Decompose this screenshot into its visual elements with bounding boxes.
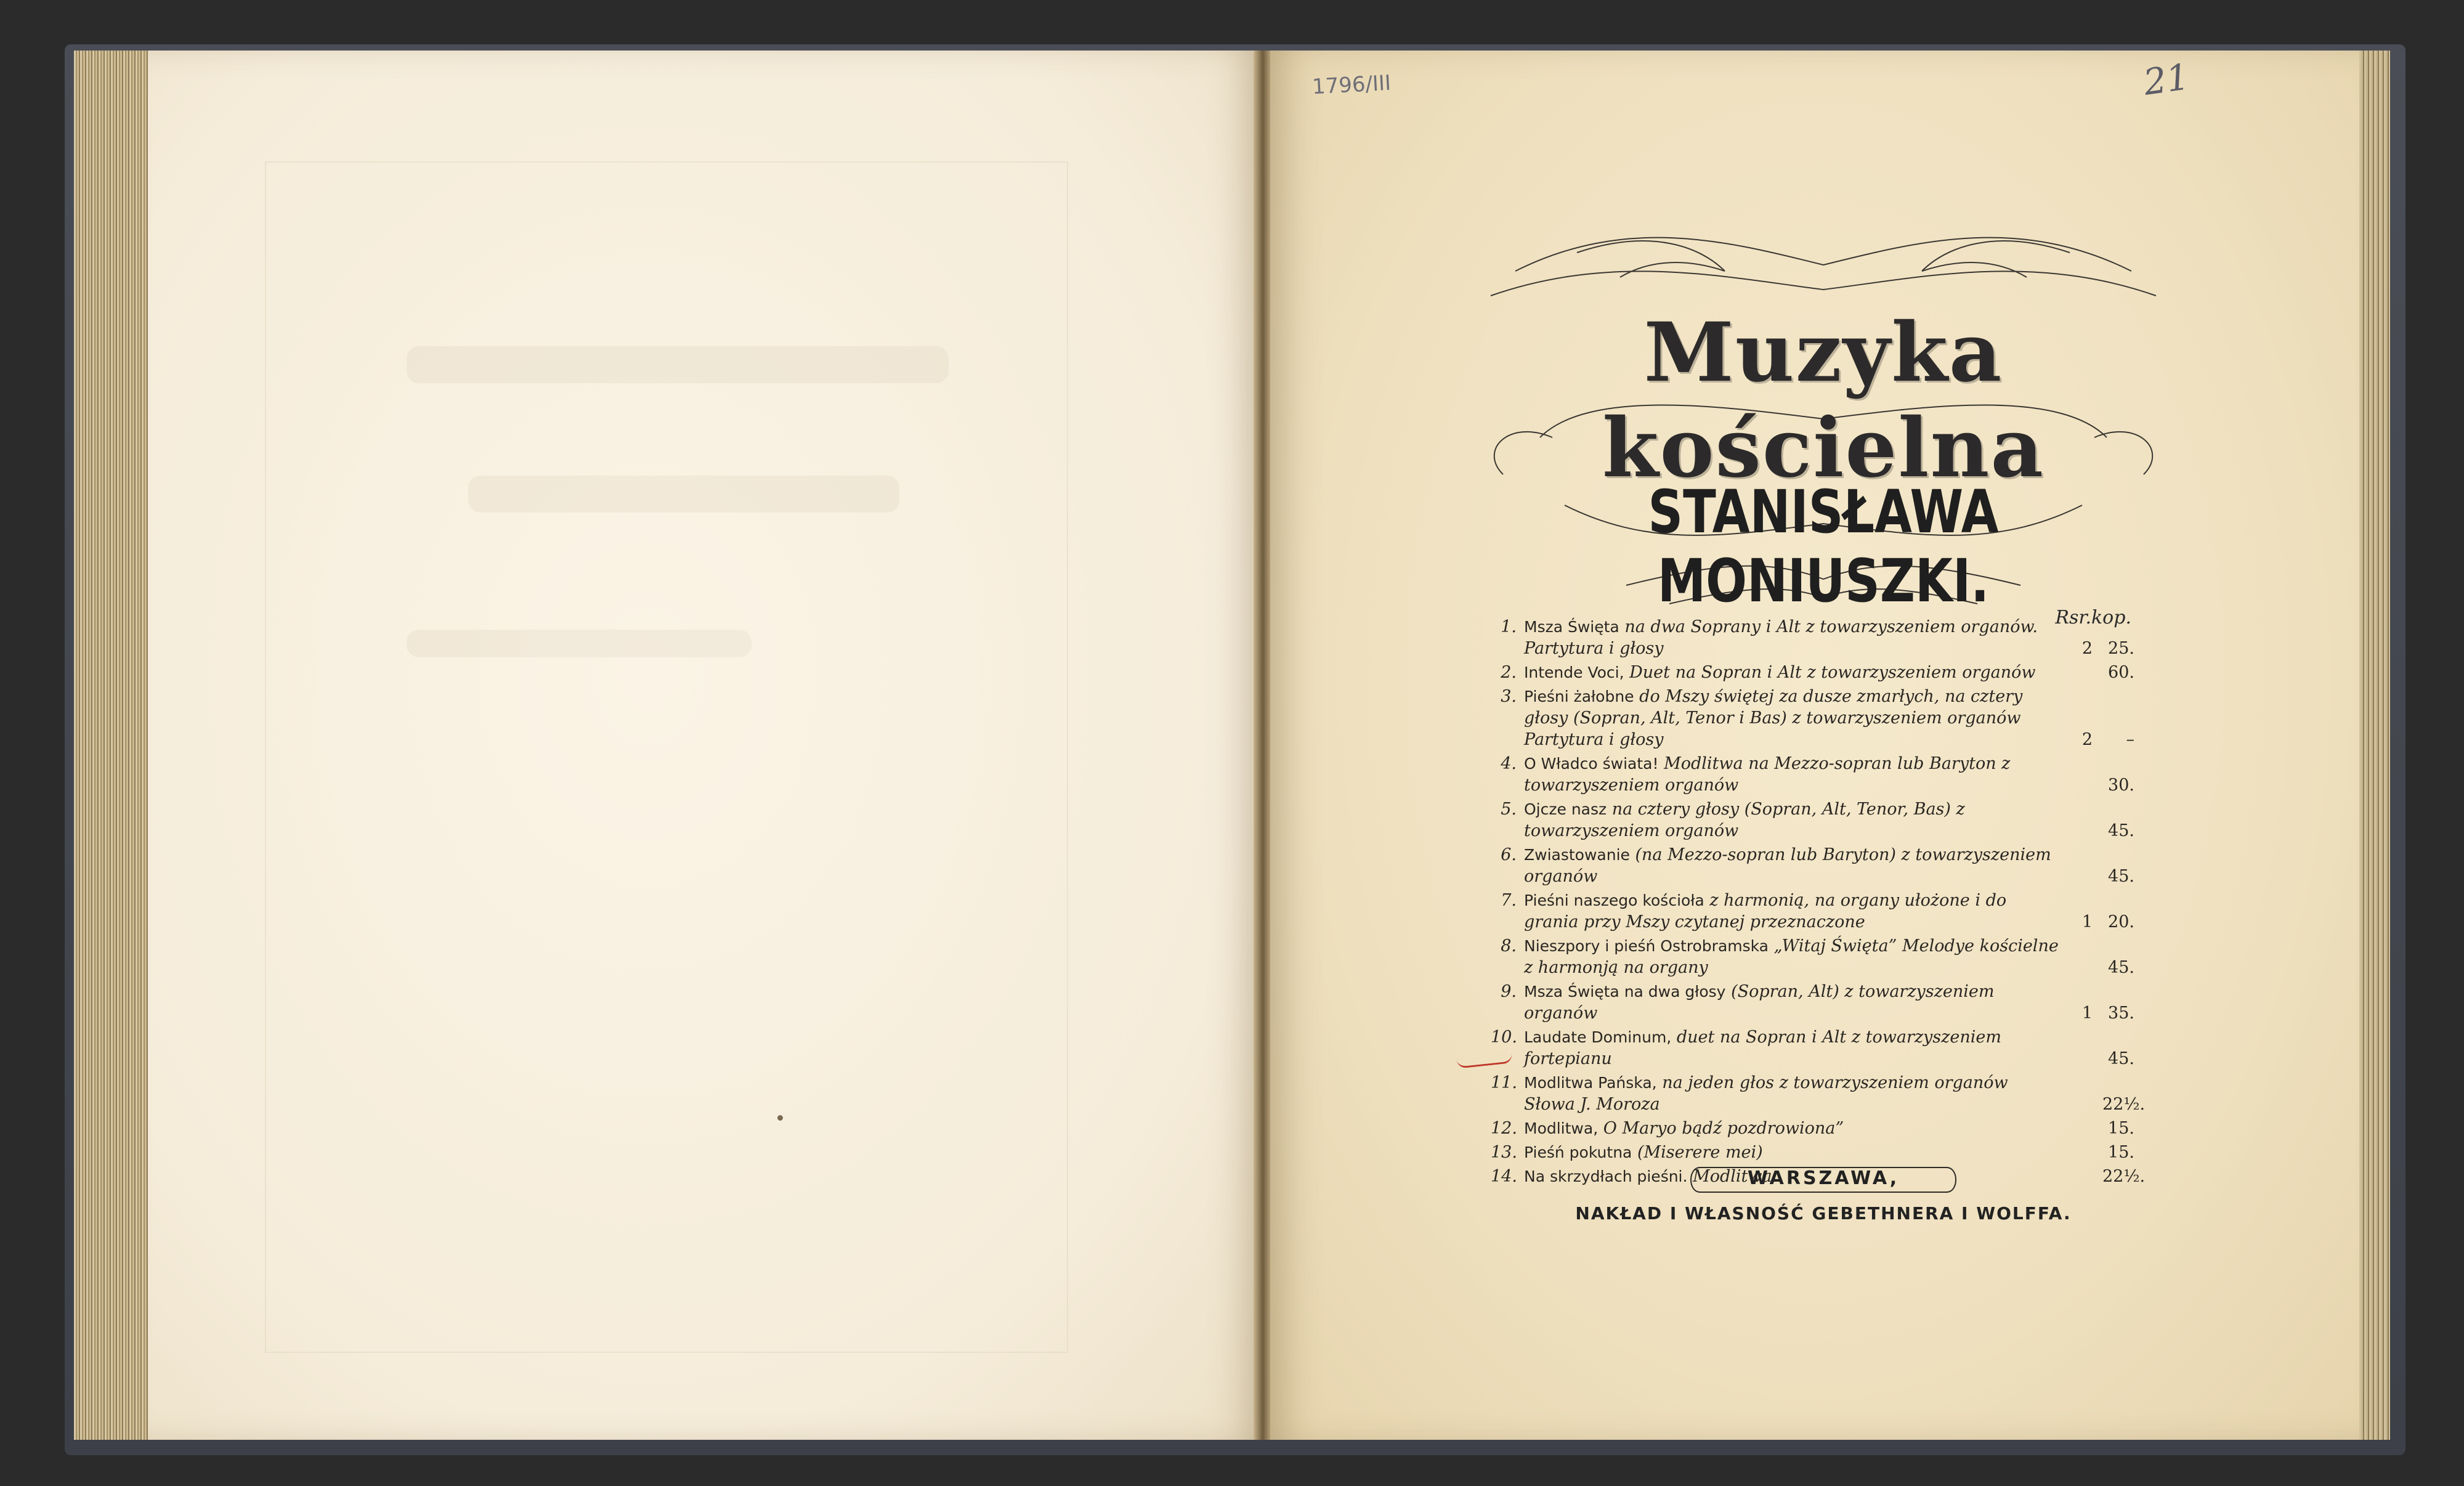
entry-price: [2061, 1002, 2134, 1024]
entry-title: Pieśń pokutna: [1524, 1143, 1632, 1161]
entry-description: Modlitwa: [1693, 1167, 1772, 1186]
entry-description: (Sopran, Alt) z towarzyszeniem organów: [1524, 982, 1995, 1023]
list-item: [1491, 1118, 2134, 1139]
list-item: [1491, 798, 2134, 842]
entry-number: 13.: [1491, 1143, 1517, 1162]
left-page: [148, 51, 1260, 1440]
entry-description: O Maryo bądź pozdrowiona”: [1603, 1119, 1844, 1138]
list-item: [1491, 1142, 2134, 1163]
entry-title: Ojcze nasz: [1524, 800, 1607, 818]
entry-text: [1524, 1026, 2061, 1070]
entry-kopecks: 35.: [2108, 1004, 2134, 1023]
entry-rubles: [2061, 820, 2093, 842]
list-item: [1491, 844, 2134, 887]
list-item: [1491, 753, 2134, 796]
entry-description: do Mszy świętej za dusze zmarłych, na cztery głosy (Sopran, Alt, Tenor i Bas) z towarzyszeniem organów Partytura i głosy: [1524, 687, 2023, 749]
entry-kopecks: 22½.: [2102, 1167, 2146, 1186]
entry-rubles: [2061, 1118, 2093, 1139]
entry-rubles: [2061, 866, 2093, 887]
list-item: [1491, 686, 2134, 750]
entry-kopecks: 25.: [2108, 639, 2134, 658]
entry-title: Modlitwa Pańska,: [1524, 1074, 1657, 1092]
entry-rubles: [2061, 957, 2093, 978]
entry-rubles: [2061, 1166, 2093, 1187]
entry-description: Modlitwa na Mezzo-sopran lub Baryton z towarzyszeniem organów: [1524, 754, 2011, 795]
entry-description: (na Mezzo-sopran lub Baryton) z towarzyszeniem organów: [1524, 845, 2051, 886]
composer-name: STANISŁAWA MONIUSZKI.: [1648, 477, 1999, 615]
entry-text: [1524, 1142, 2061, 1163]
entry-text: [1524, 686, 2061, 750]
entry-description: z harmonią, na organy ułożone i do grania przy Mszy czytanej przeznaczone: [1524, 891, 2007, 932]
entry-rubles: 1: [2081, 912, 2093, 932]
entry-title: Zwiastowanie: [1524, 846, 1630, 864]
entry-price: [2061, 729, 2134, 750]
entry-text: [1524, 1118, 2061, 1139]
entry-rubles: [2061, 662, 2093, 683]
entry-text: [1524, 935, 2061, 978]
entry-price: [2061, 957, 2134, 978]
entry-number: 3.: [1501, 687, 1517, 706]
entry-price: [2061, 662, 2134, 683]
list-item: [1491, 1072, 2146, 1115]
entry-price: [2061, 774, 2134, 796]
entry-rubles: [2061, 1048, 2093, 1070]
entry-number: 7.: [1501, 891, 1517, 910]
entry-description: duet na Sopran i Alt z towarzyszeniem fortepianu: [1524, 1028, 2001, 1068]
folio-number: 21: [2141, 55, 2192, 104]
entry-text: [1524, 662, 2061, 683]
entry-title: Modlitwa,: [1524, 1119, 1599, 1137]
entry-rubles: [2061, 774, 2093, 796]
kopecks-column-header: kop.: [2091, 607, 2131, 628]
entry-kopecks: 20.: [2108, 912, 2134, 932]
entry-number: 9.: [1501, 982, 1517, 1001]
entry-rubles: [2061, 1142, 2093, 1163]
show-through-title: [407, 346, 949, 383]
entry-text: [1524, 798, 2061, 842]
list-item: [1491, 1026, 2134, 1070]
entry-number: 1.: [1501, 617, 1517, 636]
entry-price: [2061, 911, 2134, 933]
list-item: [1491, 890, 2134, 933]
entry-title: Pieśni naszego kościoła: [1524, 891, 1704, 909]
entry-kopecks: 45.: [2108, 958, 2134, 977]
entry-kopecks: 45.: [2108, 821, 2134, 840]
entry-number: 6.: [1501, 845, 1517, 864]
entry-number: 2.: [1501, 663, 1517, 682]
entry-price: [2061, 1166, 2146, 1187]
entry-number: 5.: [1501, 800, 1517, 819]
entry-price: [2061, 638, 2134, 659]
entry-kopecks: 22½.: [2102, 1095, 2146, 1114]
entry-number: 10.: [1491, 1028, 1517, 1047]
imprint-city: WARSZAWA,: [1747, 1167, 1900, 1189]
entry-text: [1524, 1072, 2061, 1115]
call-number: 1796/III: [1311, 70, 1392, 100]
entry-kopecks: 45.: [2108, 1049, 2134, 1068]
entry-kopecks: 30.: [2108, 776, 2134, 795]
left-page-edges: [74, 51, 148, 1440]
entry-kopecks: 15.: [2108, 1143, 2134, 1162]
entry-kopecks: 45.: [2108, 867, 2134, 886]
entry-text: [1524, 981, 2061, 1024]
entry-title: Na skrzydłach pieśni.: [1524, 1167, 1688, 1185]
entry-title: Nieszpory i pieśń Ostrobramska: [1524, 937, 1769, 955]
rubles-column-header: Rsr.: [2055, 607, 2091, 628]
entry-price: [2061, 820, 2134, 842]
paper-spot: [777, 1115, 783, 1121]
entry-rubles: 1: [2081, 1004, 2093, 1023]
entry-kopecks: 60.: [2108, 663, 2134, 682]
entry-description: „Witaj Święta” Melodye kościelne z harmonją na organy: [1524, 936, 2059, 977]
entry-title: O Władco świata!: [1524, 755, 1659, 773]
entry-number: 14.: [1491, 1167, 1517, 1186]
show-through-composer: [468, 476, 899, 513]
entry-price: [2061, 1094, 2146, 1115]
show-through-frame: [265, 161, 1068, 1353]
entry-rubles: 2: [2081, 639, 2093, 658]
entry-number: 12.: [1491, 1119, 1517, 1138]
entry-kopecks: 15.: [2108, 1119, 2134, 1138]
imprint-publisher: NAKŁAD I WŁASNOŚĆ GEBETHNERA I WOLFFA.: [1575, 1203, 2072, 1224]
right-page-edges: [2356, 51, 2390, 1440]
entry-text: [1524, 616, 2061, 659]
entry-rubles: 2: [2081, 730, 2093, 749]
entry-description: na dwa Soprany i Alt z towarzyszeniem organów. Partytura i głosy: [1524, 617, 2038, 658]
entry-number: 11.: [1491, 1073, 1517, 1092]
list-item: [1491, 981, 2134, 1024]
entry-description: (Miserere mei): [1637, 1143, 1763, 1162]
show-through-script: [407, 630, 752, 657]
entry-title: Msza Święta na dwa głosy: [1524, 983, 1726, 1001]
entry-kopecks: –: [2126, 730, 2134, 749]
page-title: Muzyka kościelna: [1602, 305, 2045, 496]
entry-description: na cztery głosy (Sopran, Alt, Tenor, Bas) z towarzyszeniem organów: [1524, 800, 1965, 840]
entry-price: [2061, 1142, 2134, 1163]
entry-title: Msza Święta: [1524, 618, 1619, 636]
list-item: [1491, 616, 2134, 659]
entry-text: [1524, 890, 2061, 933]
entry-price: [2061, 1048, 2134, 1070]
entry-title: Intende Voci,: [1524, 664, 1624, 681]
list-item: [1491, 935, 2134, 978]
book-gutter: [1254, 51, 1272, 1440]
entry-price: [2061, 1118, 2134, 1139]
entry-rubles: [2061, 1094, 2093, 1115]
entry-text: [1524, 753, 2061, 796]
list-item: [1491, 662, 2134, 683]
entry-number: 8.: [1501, 936, 1517, 956]
works-list: [1491, 616, 2146, 1190]
entry-description: Duet na Sopran i Alt z towarzyszeniem organów: [1629, 663, 2036, 682]
entry-description: na jeden głos z towarzyszeniem organów Słowa J. Moroza: [1524, 1073, 2008, 1114]
entry-price: [2061, 866, 2134, 887]
entry-title: Pieśni żałobne: [1524, 688, 1634, 705]
entry-title: Laudate Dominum,: [1524, 1028, 1672, 1046]
entry-text: [1524, 844, 2061, 887]
entry-number: 4.: [1501, 754, 1517, 773]
